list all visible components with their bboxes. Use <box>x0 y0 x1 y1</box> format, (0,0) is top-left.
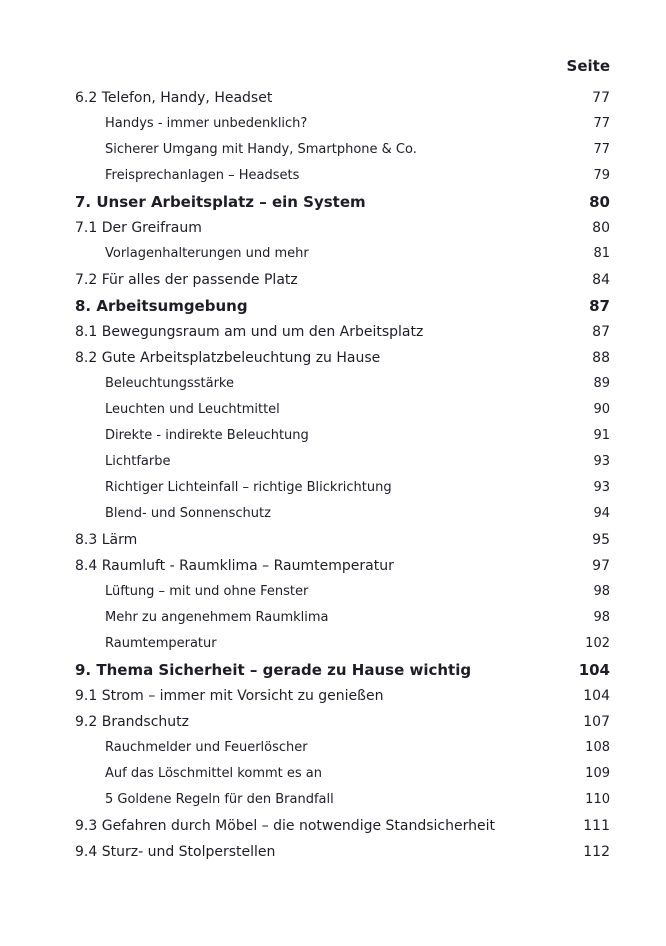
toc-entry-page: 87 <box>589 297 610 315</box>
toc-entry-label: Handys - immer unbedenklich? <box>105 116 308 131</box>
toc-entry-label: Freisprechanlagen – Headsets <box>105 168 300 183</box>
toc-entry-page: 90 <box>593 402 610 417</box>
toc-entry-label: 8.1 Bewegungsraum am und um den Arbeitsplatz <box>75 324 424 340</box>
toc-entry-page: 111 <box>583 818 610 834</box>
toc-entry-page: 77 <box>592 90 610 106</box>
toc-page <box>0 56 666 946</box>
toc-entry <box>0 553 666 579</box>
toc-entry-page: 94 <box>593 506 610 521</box>
toc-entry-label: 9. Thema Sicherheit – gerade zu Hause wichtig <box>75 661 472 679</box>
toc-entry-page: 112 <box>583 844 610 860</box>
toc-entry <box>0 111 666 137</box>
toc-entry <box>0 397 666 423</box>
toc-entry-page: 77 <box>593 116 610 131</box>
toc-entry-label: Direkte - indirekte Beleuchtung <box>105 428 309 443</box>
toc-entry-label: Lüftung – mit und ohne Fenster <box>105 584 309 599</box>
toc-entry <box>0 527 666 553</box>
toc-entry-label: Lichtfarbe <box>105 454 171 469</box>
toc-header-row <box>0 56 666 76</box>
toc-entry-page: 80 <box>592 220 610 236</box>
toc-entry <box>0 631 666 657</box>
toc-entry <box>0 735 666 761</box>
toc-entry <box>0 761 666 787</box>
toc-entry-page: 97 <box>592 558 610 574</box>
toc-entry <box>0 371 666 397</box>
toc-entry-page: 87 <box>592 324 610 340</box>
toc-entry <box>0 475 666 501</box>
toc-entry-label: 5 Goldene Regeln für den Brandfall <box>105 792 334 807</box>
toc-entry-page: 109 <box>585 766 610 781</box>
toc-entry <box>0 449 666 475</box>
toc-entry <box>0 241 666 267</box>
toc-entry-page: 107 <box>583 714 610 730</box>
toc-entry-label: 9.1 Strom – immer mit Vorsicht zu genießen <box>75 688 384 704</box>
toc-entry <box>0 267 666 293</box>
toc-entry-page: 110 <box>585 792 610 807</box>
toc-entry-label: 8. Arbeitsumgebung <box>75 297 248 315</box>
toc-entry <box>0 85 666 111</box>
toc-entry <box>0 293 666 319</box>
toc-entry-page: 104 <box>583 688 610 704</box>
toc-entry-label: Beleuchtungsstärke <box>105 376 234 391</box>
toc-entry <box>0 813 666 839</box>
toc-entry-page: 104 <box>578 661 610 679</box>
page-column-header: Seite <box>566 57 610 75</box>
toc-entry <box>0 839 666 865</box>
toc-list <box>0 85 666 865</box>
toc-entry-page: 88 <box>592 350 610 366</box>
toc-entry-label: Rauchmelder und Feuerlöscher <box>105 740 308 755</box>
toc-entry-label: 8.2 Gute Arbeitsplatzbeleuchtung zu Hause <box>75 350 381 366</box>
toc-entry-label: 8.3 Lärm <box>75 532 138 548</box>
toc-entry-page: 77 <box>593 142 610 157</box>
toc-entry-label: Mehr zu angenehmem Raumklima <box>105 610 329 625</box>
toc-entry-label: 6.2 Telefon, Handy, Headset <box>75 90 273 106</box>
toc-entry-page: 79 <box>593 168 610 183</box>
toc-entry <box>0 319 666 345</box>
toc-entry-page: 93 <box>593 480 610 495</box>
toc-entry-label: 8.4 Raumluft - Raumklima – Raumtemperatur <box>75 558 394 574</box>
toc-entry <box>0 345 666 371</box>
toc-entry-page: 98 <box>593 584 610 599</box>
toc-entry-label: 7.2 Für alles der passende Platz <box>75 272 298 288</box>
toc-entry-page: 108 <box>585 740 610 755</box>
toc-entry-label: 7. Unser Arbeitsplatz – ein System <box>75 193 366 211</box>
toc-entry-page: 93 <box>593 454 610 469</box>
toc-entry-page: 80 <box>589 193 610 211</box>
toc-entry <box>0 189 666 215</box>
toc-entry <box>0 683 666 709</box>
toc-entry-label: Vorlagenhalterungen und mehr <box>105 246 309 261</box>
toc-entry <box>0 657 666 683</box>
toc-entry <box>0 137 666 163</box>
toc-entry-label: 7.1 Der Greifraum <box>75 220 202 236</box>
toc-entry-page: 95 <box>592 532 610 548</box>
toc-entry <box>0 501 666 527</box>
toc-entry-label: Blend- und Sonnenschutz <box>105 506 271 521</box>
toc-entry-page: 91 <box>593 428 610 443</box>
toc-entry-label: Sicherer Umgang mit Handy, Smartphone & Co. <box>105 142 417 157</box>
toc-entry-label: Raumtemperatur <box>105 636 217 651</box>
toc-entry-page: 102 <box>585 636 610 651</box>
toc-entry-page: 84 <box>592 272 610 288</box>
toc-entry <box>0 215 666 241</box>
toc-entry <box>0 423 666 449</box>
toc-entry-label: 9.3 Gefahren durch Möbel – die notwendige Standsicherheit <box>75 818 495 834</box>
toc-entry-page: 81 <box>593 246 610 261</box>
toc-entry-label: Auf das Löschmittel kommt es an <box>105 766 322 781</box>
toc-entry <box>0 709 666 735</box>
toc-entry <box>0 787 666 813</box>
toc-entry <box>0 579 666 605</box>
toc-entry-label: 9.2 Brandschutz <box>75 714 189 730</box>
toc-entry <box>0 605 666 631</box>
toc-entry <box>0 163 666 189</box>
toc-entry-label: Richtiger Lichteinfall – richtige Blickrichtung <box>105 480 392 495</box>
toc-entry-page: 89 <box>593 376 610 391</box>
toc-entry-page: 98 <box>593 610 610 625</box>
toc-entry-label: 9.4 Sturz- und Stolperstellen <box>75 844 276 860</box>
toc-entry-label: Leuchten und Leuchtmittel <box>105 402 280 417</box>
